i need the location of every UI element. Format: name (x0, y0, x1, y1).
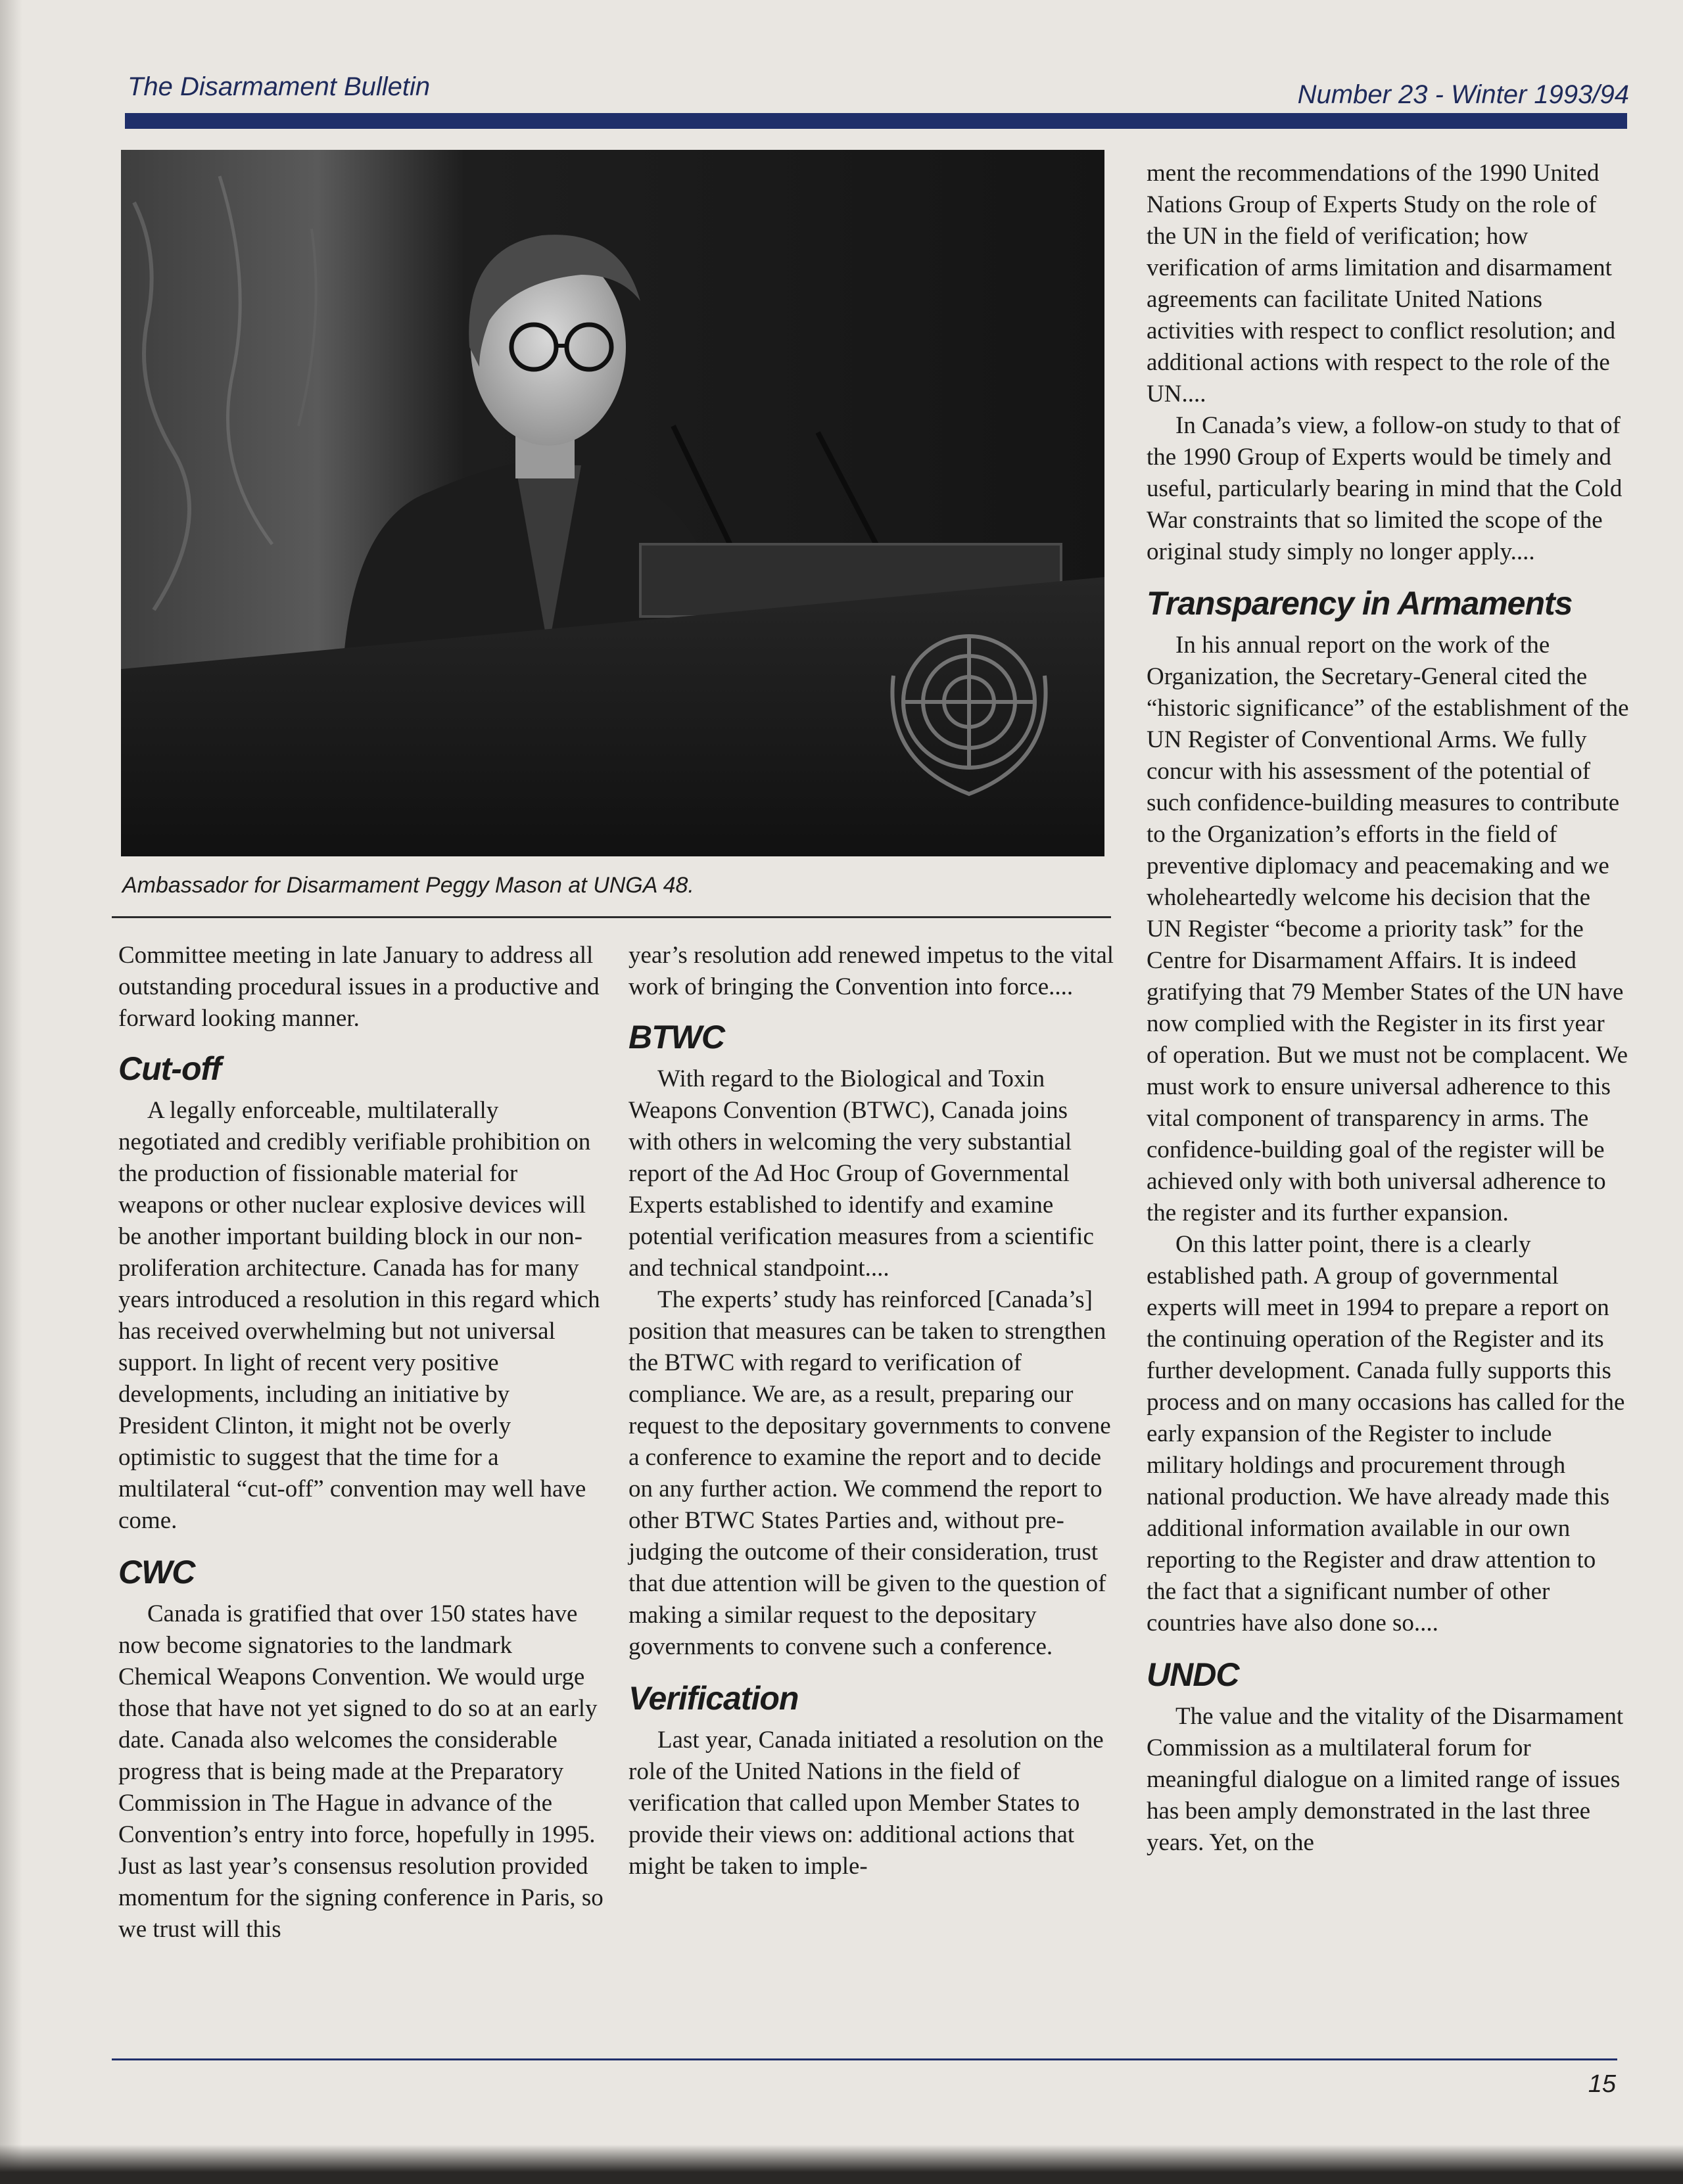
verification-follow-on-paragraph: In Canada’s view, a follow-on study to that of the 1990 Group of Experts would be timely and useful, particularly bearing in mind that the Cold War constraints that so limited the scope of the original study simply no longer apply.... (1147, 412, 1623, 565)
photo-ambassador-at-podium (121, 150, 1104, 856)
heading-cwc: CWC (118, 1554, 195, 1591)
cwc-continued-text: Committee meeting in late January to address all outstanding procedural issues in a productive and forward looking manner. (118, 942, 600, 1032)
page-number: 15 (1588, 2070, 1616, 2098)
publication-title: The Disarmament Bulletin (128, 72, 431, 101)
header-rule (125, 113, 1627, 129)
undc-paragraph: The value and the vitality of the Disarmament Commission as a multilateral forum for meaningful dialogue on a limited range of issues has been amply demonstrated in the last three years. Yet, on the (1147, 1703, 1624, 1856)
caption-rule (112, 916, 1111, 918)
btwc-paragraph-1: With regard to the Biological and Toxin Weapons Convention (BTWC), Canada joins with others in welcoming the very substantial report of the Ad Hoc Group of Governmental Experts established to identify and examine potential verification measures from a scientific and technical standpoint.... (628, 1065, 1094, 1282)
cut-off-paragraph: A legally enforceable, multilaterally negotiated and credibly verifiable prohibition on the production of fissionable material for weapons or other nuclear explosive devices will be another important building block in our non-proliferation architecture. Canada has for many years introduced a resolution in this regard which has received overwhelming but not universal support. In light of recent very positive developments, including an initiative by President Clinton, it might not be overly optimistic to suggest that the time for a multilateral “cut-off” convention may well have come. (118, 1097, 600, 1534)
btwc-paragraph-2: The experts’ study has reinforced [Canada’s] position that measures can be taken to strengthen the BTWC with regard to verification of compliance. We are, as a result, preparing our request to the depositary governments to convene a conference to examine the report and to decide on any further action. We commend the report to other BTWC States Parties and, without pre-judging the outcome of their consideration, trust that due attention will be given to the question of making a similar request to the depositary governments to convene such a conference. (628, 1286, 1111, 1660)
verification-paragraph: Last year, Canada initiated a resolution on the role of the United Nations in the field of verification that called upon Member States to provide their views on: additional actions that might be taken to imple- (628, 1727, 1104, 1880)
issue-label: Number 23 - Winter 1993/94 (1297, 80, 1629, 109)
heading-verification: Verification (628, 1680, 799, 1717)
transparency-paragraph-1: In his annual report on the work of the Organization, the Secretary-General cited the “historic significance” of the establishment of the UN Register of Conventional Arms. We fully concur with his assessment of the potential of such confidence-building measures to contribute to the Organization’s efforts in the field of preventive diplomacy and peacemaking and we wholeheartedly welcome his decision that the UN Register “become a priority task” for the Centre for Disarmament Affairs. It is indeed gratifying that 79 Member States of the UN have now complied with the Register in its first year of operation. But we must not be complacent. We must work to ensure universal adherence to this vital component of transparency in arms. The confidence-building goal of the register will be achieved only with both universal adherence to the register and its further expansion. (1147, 632, 1629, 1226)
heading-btwc: BTWC (628, 1019, 724, 1056)
page-binding-shadow (0, 0, 22, 2184)
column-2 (628, 940, 1115, 1882)
heading-transparency-in-armaments: Transparency in Armaments (1147, 585, 1573, 622)
column-3 (1147, 158, 1630, 1859)
cwc-conclusion-text: year’s resolution add renewed impetus to the vital work of bringing the Convention into force.... (628, 942, 1114, 1000)
page-bottom-edge (0, 2145, 1683, 2184)
photo-caption: Ambassador for Disarmament Peggy Mason at UNGA 48. (122, 873, 694, 898)
column-1 (118, 940, 605, 1945)
transparency-paragraph-2: On this latter point, there is a clearly established path. A group of governmental experts will meet in 1994 to prepare a report on the continuing operation of the Register and its further development. Canada fully supports this process and on many occasions has called for the early expansion of the Register to include military holdings and procurement through national production. We have already made this additional information available in our own reporting to the Register and draw attention to the fact that a significant number of other countries have also done so.... (1147, 1231, 1625, 1637)
cwc-paragraph: Canada is gratified that over 150 states have now become signatories to the landmark Chemical Weapons Convention. We would urge those that have not yet signed to do so at an early date. Canada also welcomes the considerable progress that is being made at the Preparatory Commission in The Hague in advance of the Convention’s entry into force, hopefully in 1995. Just as last year’s consensus resolution provided momentum for the signing conference in Paris, so we trust will this (118, 1600, 604, 1943)
heading-undc: UNDC (1147, 1656, 1239, 1693)
footer-rule (112, 2058, 1617, 2060)
verification-continued-text: ment the recommendations of the 1990 United Nations Group of Experts Study on the role of the UN in the field of verification; how verification of arms limitation and disarmament agreements can facilitate United Nations activities with respect to conflict resolution; and additional actions with respect to the role of the UN.... (1147, 160, 1616, 407)
heading-cut-off: Cut-off (118, 1050, 221, 1087)
